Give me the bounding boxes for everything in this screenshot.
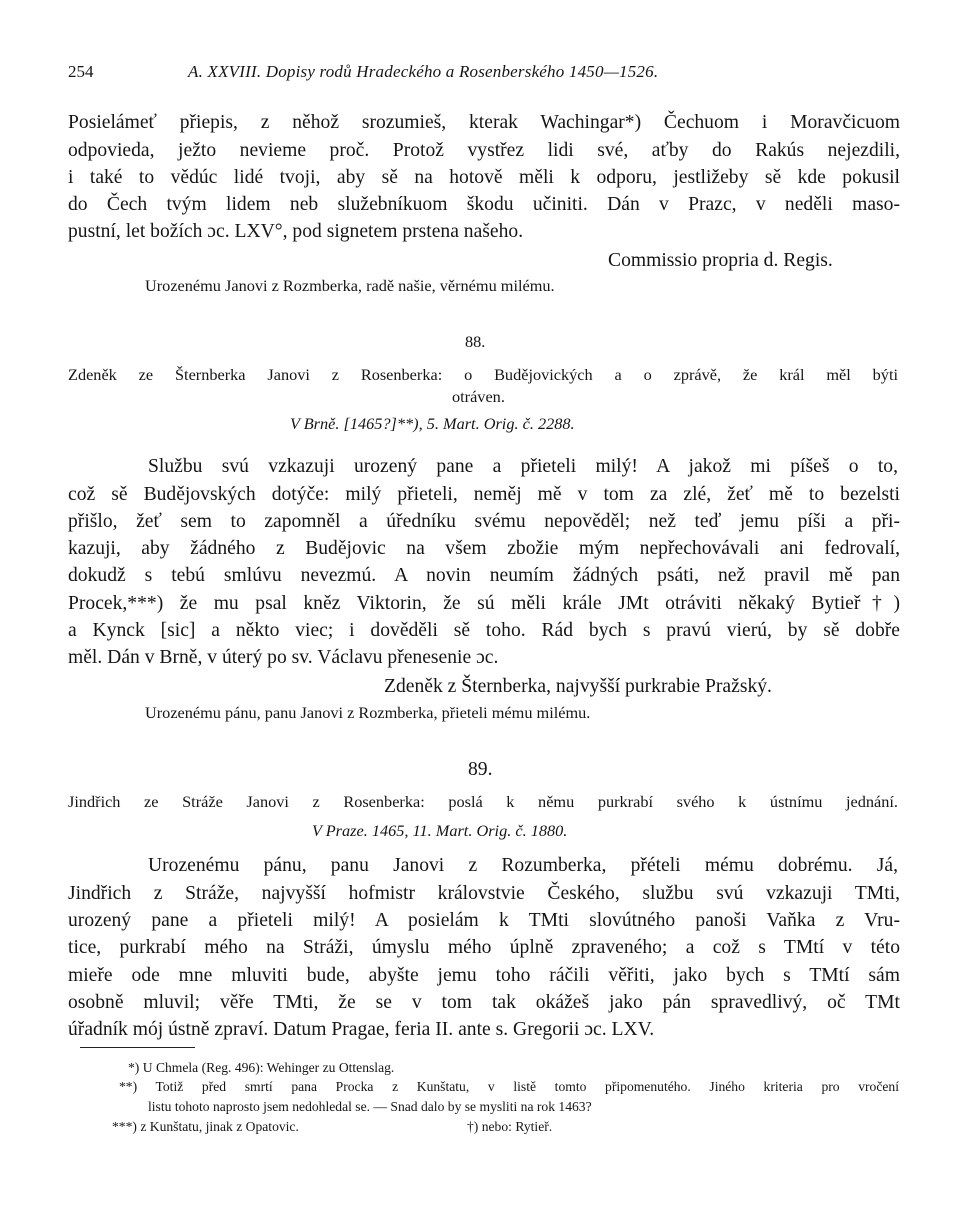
letter87-line-2: odpovieda, ježto nevieme proč. Protož vystřez lidi své, aťby do Rakús nejezdili,	[68, 140, 900, 161]
letter87-line-5: pustní, let božích ɔc. LXV°, pod signetem prstena našeho.	[68, 221, 524, 242]
letter89-regest-line-1: Jindřich ze Stráže Janovi z Rosenberka: poslá k němu purkrabí svého k ústnímu jednání.	[68, 792, 898, 811]
letter87-line-3: i také to vědúc lidé tvoji, aby sě na hotově měli k odporu, jestližeby sě kde pokusil	[68, 167, 900, 188]
letter88-line-1: Službu svú vzkazuji urozený pane a přieteli milý! A jakož mi píšeš o to,	[148, 456, 898, 477]
letter88-signature: Zdeněk z Šternberka, najvyšší purkrabie Pražský.	[384, 676, 772, 697]
page-number: 254	[68, 62, 94, 81]
letter88-line-3: přišlo, žeť sem to zapomněl a úředníku svému nepověděl; než teď jemu píši a při-	[68, 511, 900, 532]
letter88-line-2: což sě Budějovských dotýče: milý přieteli, neměj mě v tom za zlé, žeť mě to bezelsti	[68, 484, 900, 505]
letter88-line-7: a Kynck [sic] a někto viec; i dověděli sě toho. Rád bych s pravú vierú, by sě dobře	[68, 620, 900, 641]
letter88-address: Urozenému pánu, panu Janovi z Rozmberka, přieteli mému milému.	[145, 703, 591, 722]
letter89-line-4: tice, purkrabí mého na Stráži, úmyslu mého úplně zpraveného; a což s TMtí v této	[68, 937, 900, 958]
running-title: A. XXVIII. Dopisy rodů Hradeckého a Rosenberského 1450—1526.	[188, 62, 659, 81]
letter89-line-5: mieře ode mne mluviti bude, abyšte jemu toho ráčili věřiti, jako bych s TMtí sám	[68, 965, 900, 986]
letter89-line-3: urozený pane a přieteli milý! A posielám k TMti slovútného panoši Vaňka z Vru-	[68, 910, 900, 931]
letter88-line-5: dokudž s tebú smlúvu nevezmú. A novin neumím žádných psáti, než pravil mě pan	[68, 565, 900, 586]
footnote-rule	[80, 1047, 195, 1048]
letter87-line-4: do Čech tvým lidem neb služebníkuom škodu učiniti. Dán v Prazc, v neděli maso-	[68, 194, 900, 215]
letter88-number: 88.	[465, 332, 486, 351]
letter87-address: Urozenému Janovi z Rozmberka, radě našie, věrnému milému.	[145, 276, 555, 295]
letter88-regest-line-2: otráven.	[452, 387, 505, 406]
footnote-3: ***) z Kunštatu, jinak z Opatovic.	[112, 1119, 299, 1134]
footnote-2-line-2: listu tohoto naprosto jsem nedohledal se. — Snad dalo by se mysliti na rok 1463?	[148, 1099, 592, 1114]
letter87-closing: Commissio propria d. Regis.	[608, 250, 833, 271]
footnote-4: †) nebo: Rytieř.	[467, 1119, 553, 1134]
letter87-line-1: Posielámeť přiepis, z něhož srozumieš, kterak Wachingar*) Čechuom i Moravčicuom	[68, 112, 900, 133]
letter89-number: 89.	[468, 759, 493, 780]
footnote-1: *) U Chmela (Reg. 496): Wehinger zu Ottenslag.	[128, 1060, 395, 1075]
letter88-line-4: kazuji, aby žádného z Budějovic na všem zbožie mým nepřechovávali ani fedrovalí,	[68, 538, 900, 559]
letter88-source: V Brně. [1465?]**), 5. Mart. Orig. č. 2288.	[290, 414, 575, 433]
letter89-line-2: Jindřich z Stráže, najvyšší hofmistr královstvie Českého, službu svú vzkazuji TMti,	[68, 883, 900, 904]
letter89-line-6: osobně mluvil; věře TMti, že se v tom tak okážeš jako pán spravedlivý, oč TMt	[68, 992, 900, 1013]
letter89-line-1: Urozenému pánu, panu Janovi z Rozumberka, přételi mému dobrému. Já,	[148, 855, 898, 876]
letter88-line-6: Procek,***) že mu psal kněz Viktorin, že sú měli krále JMt otráviti někaký Bytieř†)	[68, 593, 900, 614]
footnote-2-line-1: **) Totiž před smrtí pana Procka z Kunštatu, v listě tomto připomenutého. Jiného kriteria pro vročení	[119, 1079, 899, 1094]
letter89-line-7: úřadník mój ústně zpraví. Datum Pragae, feria II. ante s. Gregorii ɔc. LXV.	[68, 1019, 655, 1040]
letter88-regest-line-1: Zdeněk ze Šternberka Janovi z Rosenberka: o Budějovických a o zprávě, že král měl býti	[68, 365, 898, 384]
letter89-source: V Praze. 1465, 11. Mart. Orig. č. 1880.	[312, 821, 568, 840]
letter88-line-8: měl. Dán v Brně, v úterý po sv. Václavu přenesenie ɔc.	[68, 647, 499, 668]
